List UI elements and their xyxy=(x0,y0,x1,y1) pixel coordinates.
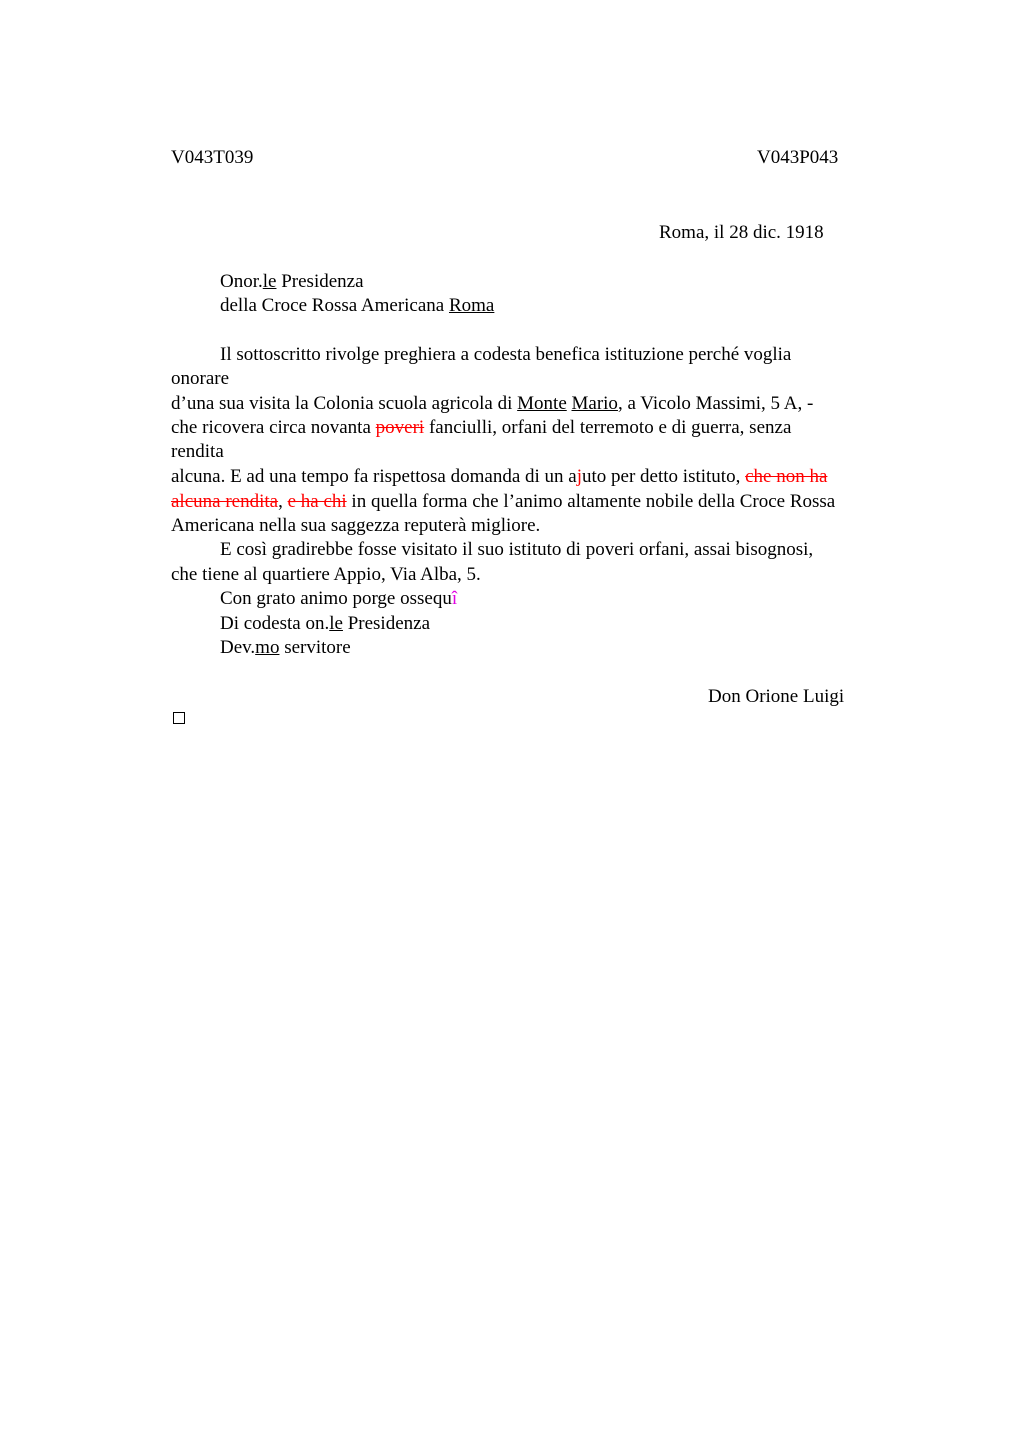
body-line xyxy=(171,416,791,440)
underlined-place-name: Mario xyxy=(571,393,618,414)
underlined-place-name: Monte xyxy=(517,393,567,414)
dateline: Roma, il 28 dic. 1918 xyxy=(659,222,824,243)
text-run: fanciulli, orfani del terremoto e di guerra, senza xyxy=(424,417,792,438)
accent-correction: î xyxy=(451,588,458,609)
recipient-city: Roma xyxy=(448,295,495,316)
closing-line xyxy=(220,587,457,611)
recipient-abbrev-superscript: le xyxy=(262,271,277,292)
closing-line xyxy=(220,612,430,636)
body-line: rendita xyxy=(171,441,224,462)
text-run: , xyxy=(278,491,288,512)
document-code-left: V043T039 xyxy=(171,147,254,168)
document-code-right: V043P043 xyxy=(757,147,839,168)
text-run: Dev. xyxy=(220,637,256,658)
body-line: onorare xyxy=(171,368,230,389)
deleted-text: che non ha xyxy=(745,466,828,487)
text-run: , a Vicolo Massimi, 5 A, - xyxy=(617,393,814,414)
closing-line xyxy=(220,636,351,660)
text-run: alcuna. E ad una tempo fa rispettosa domanda di un a xyxy=(171,466,577,487)
deleted-text: alcuna rendita xyxy=(171,491,279,512)
deleted-text: poveri xyxy=(375,417,425,438)
text-run: uto per detto istituto, xyxy=(582,466,746,487)
body-line xyxy=(171,465,827,489)
text-run: in quella forma che l’animo altamente nobile della Croce Rossa xyxy=(346,491,836,512)
body-line: che tiene al quartiere Appio, Via Alba, 5. xyxy=(171,564,481,585)
body-line: Il sottoscritto rivolge preghiera a codesta benefica istituzione perché voglia xyxy=(220,344,792,365)
text-run: Di codesta on. xyxy=(220,613,330,634)
checkbox-square-icon xyxy=(173,712,185,724)
recipient-title: Presidenza xyxy=(276,271,364,292)
recipient-line-2 xyxy=(220,294,494,318)
body-line: Americana nella sua saggezza reputerà migliore. xyxy=(171,515,541,536)
recipient-line-1 xyxy=(220,270,364,294)
recipient-abbrev: Onor. xyxy=(220,271,263,292)
body-line xyxy=(171,490,835,514)
body-line xyxy=(171,392,813,416)
text-run: che ricovera circa novanta xyxy=(171,417,376,438)
deleted-text: e ha chi xyxy=(287,491,347,512)
abbrev-superscript: mo xyxy=(255,637,280,658)
text-run: d’una sua visita la Colonia scuola agricola di xyxy=(171,393,518,414)
inserted-text: j xyxy=(576,466,583,487)
text-run: Presidenza xyxy=(342,613,431,634)
text-run: Con grato animo porge ossequ xyxy=(220,588,452,609)
signature: Don Orione Luigi xyxy=(708,686,845,707)
body-line: E così gradirebbe fosse visitato il suo istituto di poveri orfani, assai bisognosi, xyxy=(220,539,814,560)
text-run: servitore xyxy=(279,637,351,658)
recipient-organization: della Croce Rossa Americana xyxy=(220,295,449,316)
abbrev-superscript: le xyxy=(329,613,343,634)
